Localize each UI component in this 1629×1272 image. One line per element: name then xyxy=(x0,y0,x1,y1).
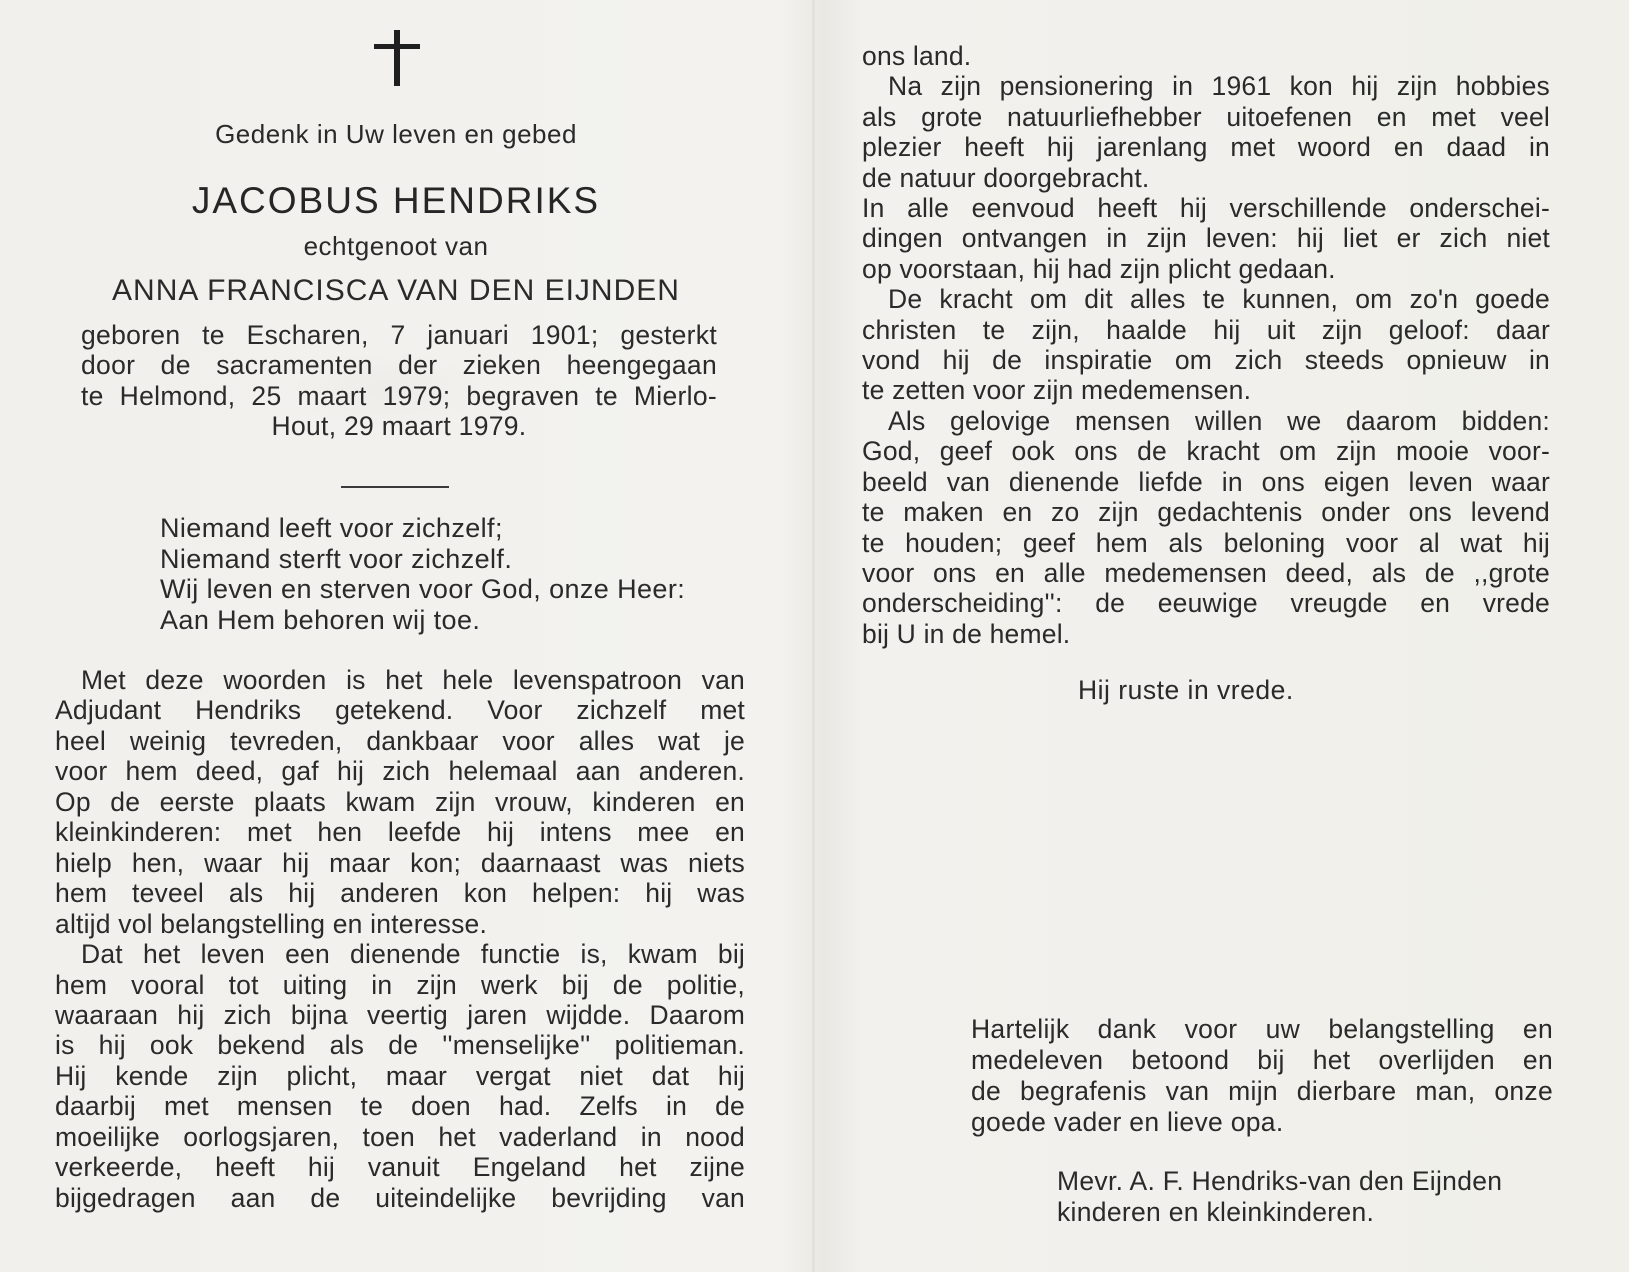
body-line: altijd vol belangstelling en interesse. xyxy=(55,908,488,939)
body-line: vond hij de inspiratie om zich steeds opnieuw in xyxy=(862,345,1550,376)
body-line: voor hem deed, gaf hij zich helemaal aan anderen. xyxy=(55,756,745,787)
body-line: plezier heeft hij jarenlang met woord en daad in xyxy=(862,132,1550,163)
poem-line: Niemand sterft voor zichzelf. xyxy=(160,543,513,574)
rest-in-peace: Hij ruste in vrede. xyxy=(1078,675,1294,705)
biography-left xyxy=(55,665,745,1213)
poem-line: Wij leven en sterven voor God, onze Heer: xyxy=(160,574,686,605)
body-line: Na zijn pensionering in 1961 kon hij zijn hobbies xyxy=(888,71,1550,102)
body-line: Dat het leven een dienende functie is, kwam bij xyxy=(81,939,745,970)
body-line: te zetten voor zijn medemensen. xyxy=(862,375,1252,406)
body-line: te maken en zo zijn gedachtenis onder ons levend xyxy=(862,497,1550,528)
body-line: hem teveel als hij anderen kon helpen: hij was xyxy=(55,878,745,909)
body-line: te houden; geef hem als beloning voor al wat hij xyxy=(862,527,1550,558)
spouse-name: ANNA FRANCISCA VAN DEN EIJNDEN xyxy=(112,274,680,307)
signature-line: kinderen en kleinkinderen. xyxy=(1057,1197,1375,1227)
divider xyxy=(341,486,449,488)
thanks-line: de begrafenis van mijn dierbare man, onze xyxy=(971,1076,1553,1106)
body-line: moeilijke oorlogsjaren, toen het vaderland in nood xyxy=(55,1121,745,1152)
body-line: christen te zijn, haalde hij uit zijn geloof: daar xyxy=(862,314,1550,345)
body-line: Adjudant Hendriks getekend. Voor zichzelf met xyxy=(55,695,745,726)
body-line: bijgedragen aan de uiteindelijke bevrijding van xyxy=(55,1182,745,1213)
thanks-line: medeleven betoond bij het overlijden en xyxy=(971,1045,1553,1075)
body-line: hem vooral tot uiting in zijn werk bij de politie, xyxy=(55,969,745,1000)
body-line: De kracht om dit alles te kunnen, om zo'n goede xyxy=(888,284,1550,315)
body-line: heel weinig tevreden, dankbaar voor alles wat je xyxy=(55,725,745,756)
body-line: kleinkinderen: met hen leefde hij intens mee en xyxy=(55,817,745,848)
poem-line: Niemand leeft voor zichzelf; xyxy=(160,513,503,543)
intro-text: Gedenk in Uw leven en gebed xyxy=(215,119,577,149)
left-panel xyxy=(0,0,812,1272)
thanks-line: goede vader en lieve opa. xyxy=(971,1107,1284,1137)
body-line: bij U in de hemel. xyxy=(862,618,1071,649)
body-line: In alle eenvoud heeft hij verschillende onderschei- xyxy=(862,193,1550,224)
birth-line: te Helmond, 25 maart 1979; begraven te Mierlo- xyxy=(81,380,717,411)
body-line: onderscheiding'': de eeuwige vreugde en vrede xyxy=(862,588,1550,619)
body-line: waaraan hij zich bijna veertig jaren wijdde. Daarom xyxy=(55,999,745,1030)
body-line: ons land. xyxy=(862,41,972,71)
body-line: Op de eerste plaats kwam zijn vrouw, kinderen en xyxy=(55,786,745,817)
body-line: daarbij met mensen te doen had. Zelfs in de xyxy=(55,1091,745,1122)
body-line: voor ons en alle medemensen deed, als de ,,grote xyxy=(862,557,1550,588)
body-line: God, geef ook ons de kracht om zijn mooie voor- xyxy=(862,436,1550,467)
body-line: beeld van dienende liefde in ons eigen leven waar xyxy=(862,466,1550,497)
birth-line: Hout, 29 maart 1979. xyxy=(271,410,527,441)
body-line: de natuur doorgebracht. xyxy=(862,162,1150,193)
poem xyxy=(160,513,720,635)
body-line: hielp hen, waar hij maar kon; daarnaast was niets xyxy=(55,847,745,878)
birth-line: door de sacramenten der zieken heengegaan xyxy=(81,350,717,381)
signature xyxy=(1057,1166,1557,1228)
signature-line: Mevr. A. F. Hendriks-van den Eijnden xyxy=(1057,1166,1503,1196)
birth-line: geboren te Escharen, 7 januari 1901; gesterkt xyxy=(81,320,717,350)
body-line: verkeerde, heeft hij vanuit Engeland het zijne xyxy=(55,1152,745,1183)
body-line: Als gelovige mensen willen we daarom bidden: xyxy=(888,405,1550,436)
body-line: is hij ook bekend als de ''menselijke'' politieman. xyxy=(55,1030,745,1061)
spouse-label: echtgenoot van xyxy=(303,231,489,261)
body-line: Met deze woorden is het hele levenspatroon van xyxy=(81,665,745,695)
poem-line: Aan Hem behoren wij toe. xyxy=(160,604,481,635)
body-line: op voorstaan, hij had zijn plicht gedaan. xyxy=(862,253,1336,284)
biography-right xyxy=(862,41,1550,649)
body-line: Hij kende zijn plicht, maar vergat niet dat hij xyxy=(55,1060,745,1091)
thanks-line: Hartelijk dank voor uw belangstelling en xyxy=(971,1014,1553,1044)
cross-icon xyxy=(374,30,420,86)
birth-death-details xyxy=(81,320,717,441)
thanks-note xyxy=(971,1014,1553,1138)
body-line: als grote natuurliefhebber uitoefenen en met veel xyxy=(862,101,1550,132)
deceased-name: JACOBUS HENDRIKS xyxy=(191,180,601,221)
body-line: dingen ontvangen in zijn leven: hij liet er zich niet xyxy=(862,223,1550,254)
